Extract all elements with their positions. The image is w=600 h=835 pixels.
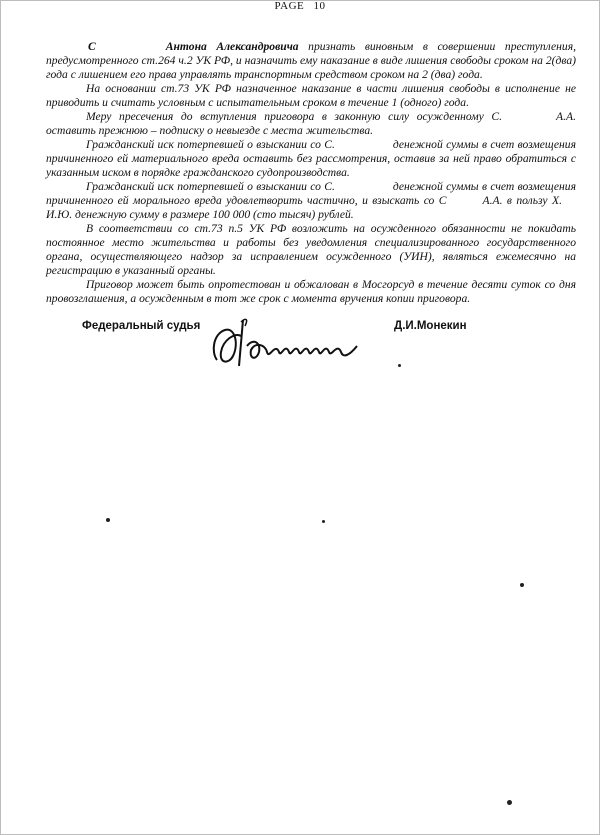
- paragraph-sentence: С Антона Александровича признать виновным в совершении преступления, предусмотренного ст.264 ч.2 УК РФ, и назначить ему наказание в виде лишения свободы сроком на 2(два) года с лишением его права управлять транспортным средством сроком на 2 (два) года.: [46, 40, 576, 81]
- page-number: 10: [313, 0, 326, 12]
- page-header: [0, 0, 600, 12]
- paragraph-moral-claim: Гражданский иск потерпевшей о взыскании со С. денежной суммы в счет возмещения причиненного ей морального вреда удовлетворить частично, и взыскать со С А.А. в пользу Х.И.Ю. денежную сумму в размере 100 000 (сто тысяч) рублей.: [46, 180, 576, 221]
- speck-dot: [507, 800, 512, 805]
- paragraph-probation: На основании ст.73 УК РФ назначенное наказание в части лишения свободы в исполнение не приводить и считать условным с испытательным сроком в течение 1 (одного) года.: [46, 82, 576, 109]
- defendant-initial: С: [88, 40, 96, 53]
- speck-dot: [106, 518, 110, 522]
- judge-name: Д.И.Монекин: [394, 320, 467, 332]
- speck-dot: [322, 520, 325, 523]
- speck-dot: [398, 364, 401, 367]
- paragraph-restraint: Меру пресечения до вступления приговора в законную силу осужденному С. А.А. оставить прежнюю – подписку о невыезде с места жительства.: [46, 110, 576, 137]
- judge-title: Федеральный судья: [82, 320, 201, 332]
- verdict-text: [46, 40, 576, 306]
- speck-dot: [520, 583, 524, 587]
- page-label: PAGE: [274, 0, 305, 12]
- defendant-name: Антона Александровича: [165, 40, 299, 53]
- handwritten-signature: [205, 312, 375, 372]
- paragraph-appeal: Приговор может быть опротестован и обжалован в Мосгорсуд в течение десяти суток со дня провозглашения, а осужденным в тот же срок с момента вручения копии приговора.: [46, 278, 577, 305]
- paragraph-obligations: В соответствии со ст.73 п.5 УК РФ возложить на осужденного обязанности не покидать постоянное место жительства и работы без уведомления специализированного государственного органа, осуществляющего надзор за исправлением осужденного (УИН), являться ежемесячно на регистрацию в указанный органы.: [46, 222, 576, 277]
- paragraph-material-claim: Гражданский иск потерпевшей о взыскании со С. денежной суммы в счет возмещения причиненного ей материального вреда оставить без рассмотрения, оставив за ней право обратиться с указанным иском в порядке гражданского судопроизводства.: [46, 138, 576, 179]
